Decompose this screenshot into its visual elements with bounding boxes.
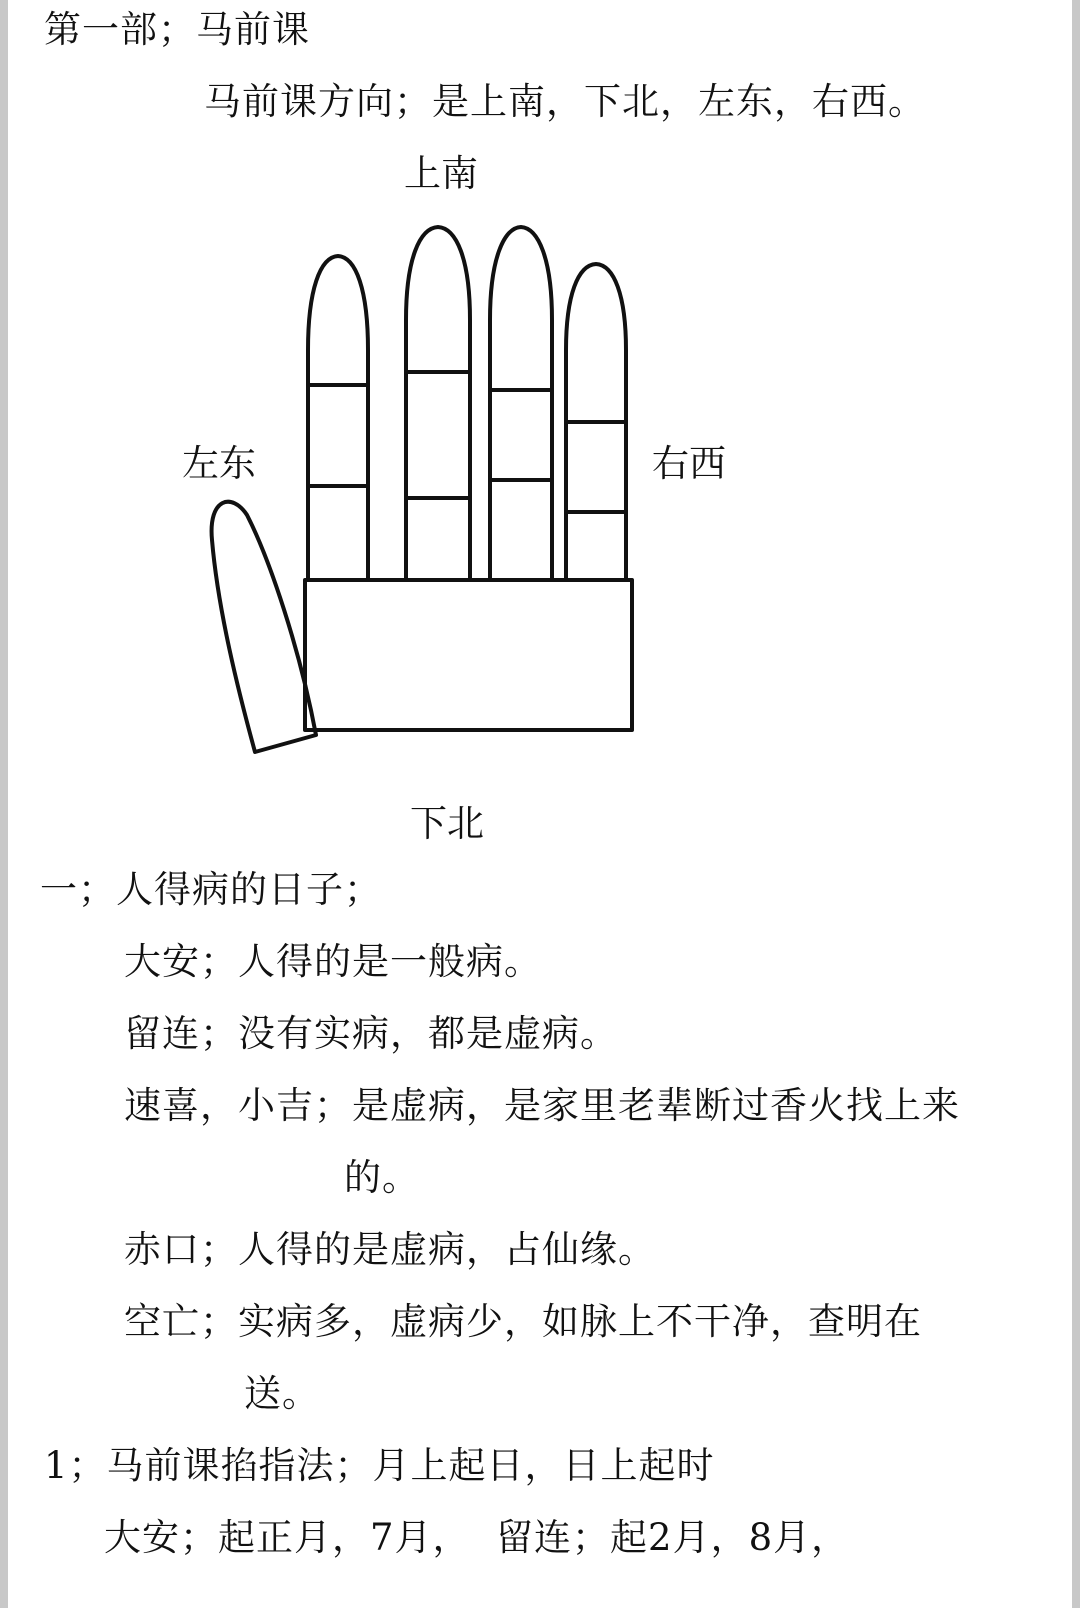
list-item-liu-lian: 留连；没有实病，都是虚病。 <box>124 1012 618 1055</box>
list-item-su-xi-cont: 的。 <box>344 1156 420 1199</box>
section-two-line: 大安；起正月，7月， 留连；起2月，8月， <box>104 1516 850 1559</box>
list-item-da-an: 大安；人得的是一般病。 <box>124 940 542 983</box>
palm <box>305 580 632 730</box>
direction-line: 马前课方向；是上南，下北，左东，右西。 <box>204 80 926 123</box>
list-item-chi-kou: 赤口；人得的是虚病，占仙缘。 <box>124 1228 656 1271</box>
finger-2 <box>406 227 470 580</box>
label-right-west: 右西 <box>652 442 726 485</box>
finger-3 <box>490 227 552 580</box>
page-heading: 第一部；马前课 <box>44 8 310 51</box>
finger-1 <box>308 256 368 580</box>
label-left-east: 左东 <box>182 442 256 485</box>
list-item-kong-wang-cont: 送。 <box>244 1372 320 1415</box>
section-one-title: 一；人得病的日子； <box>40 868 382 911</box>
thumb <box>212 502 316 752</box>
label-bottom-north: 下北 <box>410 802 484 845</box>
list-item-kong-wang: 空亡；实病多，虚病少，如脉上不干净，查明在 <box>124 1300 922 1343</box>
section-two-title: 1；马前课掐指法；月上起日，日上起时 <box>44 1444 715 1487</box>
list-item-su-xi: 速喜，小吉；是虚病，是家里老辈断过香火找上来 <box>124 1084 960 1127</box>
label-top-south: 上南 <box>404 152 478 195</box>
